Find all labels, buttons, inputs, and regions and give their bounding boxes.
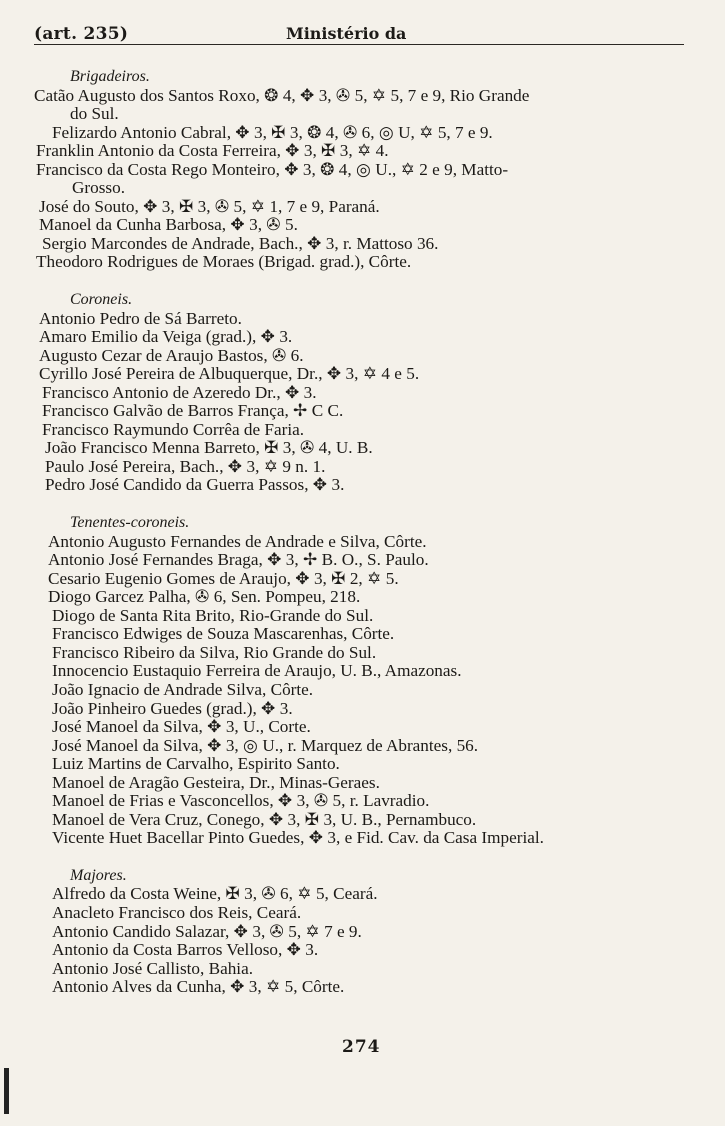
- entry-text: Antonio Alves da Cunha, ✥ 3, ✡ 5, Côrte.: [52, 977, 345, 997]
- entry-text: Francisco Raymundo Corrêa de Faria.: [42, 419, 305, 439]
- officer-entry: [32, 124, 692, 143]
- entry-text: Cyrillo José Pereira de Albuquerque, Dr., ✥ 3, ✡ 4 e 5.: [39, 364, 420, 384]
- entry-text: Diogo de Santa Rita Brito, Rio-Grande do Sul.: [52, 605, 374, 625]
- entry-text: Theodoro Rodrigues de Moraes (Brigad. grad.), Côrte.: [36, 252, 412, 272]
- officer-entry: [32, 328, 692, 347]
- officer-entry: [32, 570, 692, 589]
- officer-entry: [32, 458, 692, 477]
- entry-text: Pedro José Candido da Guerra Passos, ✥ 3.: [45, 475, 345, 495]
- officer-entry: [32, 625, 692, 644]
- entry-text: Antonio José Callisto, Bahia.: [52, 958, 253, 978]
- entry-text: João Pinheiro Guedes (grad.), ✥ 3.: [52, 698, 293, 718]
- entry-text: Francisco Galvão de Barros França, ✢ C C.: [42, 401, 344, 421]
- article-reference: (art. 235): [34, 24, 129, 44]
- officer-entry: [32, 978, 692, 997]
- entry-text: Vicente Huet Bacellar Pinto Guedes, ✥ 3, e Fid. Cav. da Casa Imperial.: [52, 828, 544, 848]
- officer-entry: [32, 904, 692, 923]
- section-spacer: [32, 495, 692, 514]
- officer-entry: [32, 792, 692, 811]
- entry-text: Antonio Augusto Fernandes de Andrade e Silva, Côrte.: [48, 531, 427, 551]
- entry-text: Catão Augusto dos Santos Roxo, ❂ 4, ✥ 3, ✇ 5, ✡ 5, 7 e 9, Rio Grande: [34, 85, 530, 105]
- entry-text: Felizardo Antonio Cabral, ✥ 3, ✠ 3, ❂ 4, ✇ 6, ◎ U, ✡ 5, 7 e 9.: [52, 122, 493, 142]
- entry-text: Antonio da Costa Barros Velloso, ✥ 3.: [52, 940, 319, 960]
- officer-entry: [32, 439, 692, 458]
- officer-entry: [32, 253, 692, 272]
- entry-text: Innocencio Eustaquio Ferreira de Araujo, U. B., Amazonas.: [52, 661, 462, 681]
- officer-entry: [32, 588, 692, 607]
- rank-title: Majores.: [70, 866, 127, 884]
- officer-entry: [32, 365, 692, 384]
- officer-entry: [32, 700, 692, 719]
- officer-entry: [32, 142, 692, 161]
- officer-entry: [32, 198, 692, 217]
- officer-entry: [32, 384, 692, 403]
- entry-text: José do Souto, ✥ 3, ✠ 3, ✇ 5, ✡ 1, 7 e 9, Paraná.: [39, 196, 380, 216]
- officer-entry: [32, 662, 692, 681]
- officer-entry: [32, 216, 692, 235]
- entry-text: Diogo Garcez Palha, ✇ 6, Sen. Pompeu, 218.: [48, 587, 361, 607]
- officer-entry: [32, 402, 692, 421]
- entry-text: Anacleto Francisco dos Reis, Ceará.: [52, 902, 302, 922]
- officer-entry: [32, 551, 692, 570]
- roster-body: [32, 68, 692, 997]
- page-edge-mark: [4, 1068, 9, 1114]
- entry-text: Paulo José Pereira, Bach., ✥ 3, ✡ 9 n. 1.: [45, 456, 326, 476]
- entry-text: Antonio Pedro de Sá Barreto.: [39, 308, 242, 328]
- ministry-heading: Ministério da: [286, 24, 407, 43]
- entry-text: Manoel de Aragão Gesteira, Dr., Minas-Geraes.: [52, 772, 380, 792]
- officer-entry: [32, 718, 692, 737]
- officer-entry: [32, 161, 692, 198]
- rank-section: [32, 867, 692, 997]
- entry-text: João Francisco Menna Barreto, ✠ 3, ✇ 4, U. B.: [45, 438, 373, 458]
- page-number: 274: [342, 1037, 381, 1057]
- entry-text: Francisco Ribeiro da Silva, Rio Grande do Sul.: [52, 642, 377, 662]
- officer-entry: [32, 960, 692, 979]
- entry-text: Manoel de Vera Cruz, Conego, ✥ 3, ✠ 3, U. B., Pernambuco.: [52, 809, 477, 829]
- officer-entry: [32, 607, 692, 626]
- entry-text: Franklin Antonio da Costa Ferreira, ✥ 3, ✠ 3, ✡ 4.: [36, 141, 389, 161]
- officer-entry: [32, 235, 692, 254]
- entry-text: Cesario Eugenio Gomes de Araujo, ✥ 3, ✠ 2, ✡ 5.: [48, 568, 399, 588]
- entry-text: Sergio Marcondes de Andrade, Bach., ✥ 3, r. Mattoso 36.: [42, 233, 439, 253]
- officer-entry: [32, 421, 692, 440]
- entry-text: Francisco Antonio de Azeredo Dr., ✥ 3.: [42, 382, 317, 402]
- entry-continuation: do Sul.: [70, 104, 119, 124]
- section-spacer: [32, 848, 692, 867]
- entry-text: Francisco Edwiges de Souza Mascarenhas, Côrte.: [52, 624, 395, 644]
- officer-entry: [32, 87, 692, 124]
- entry-text: Alfredo da Costa Weine, ✠ 3, ✇ 6, ✡ 5, Ceará.: [52, 884, 378, 904]
- officer-entry: [32, 941, 692, 960]
- entry-text: Antonio José Fernandes Braga, ✥ 3, ✢ B. O., S. Paulo.: [48, 550, 429, 570]
- entry-text: Augusto Cezar de Araujo Bastos, ✇ 6.: [39, 345, 304, 365]
- officer-entry: [32, 829, 692, 848]
- entry-text: Manoel da Cunha Barbosa, ✥ 3, ✇ 5.: [39, 215, 298, 235]
- officer-entry: [32, 923, 692, 942]
- entry-continuation: Grosso.: [72, 178, 125, 198]
- entry-text: Antonio Candido Salazar, ✥ 3, ✇ 5, ✡ 7 e 9.: [52, 921, 362, 941]
- entry-text: João Ignacio de Andrade Silva, Côrte.: [52, 679, 314, 699]
- officer-entry: [32, 774, 692, 793]
- rank-title: Coroneis.: [70, 291, 133, 309]
- officer-entry: [32, 681, 692, 700]
- officer-entry: [32, 644, 692, 663]
- entry-text: Francisco da Costa Rego Monteiro, ✥ 3, ❂ 4, ◎ U., ✡ 2 e 9, Matto-: [36, 159, 509, 179]
- rank-title: Brigadeiros.: [70, 68, 150, 85]
- entry-text: Amaro Emilio da Veiga (grad.), ✥ 3.: [39, 327, 293, 347]
- entry-text: José Manoel da Silva, ✥ 3, U., Corte.: [52, 717, 311, 737]
- section-spacer: [32, 272, 692, 291]
- rank-section: [32, 68, 692, 272]
- officer-entry: [32, 533, 692, 552]
- entry-text: Manoel de Frias e Vasconcellos, ✥ 3, ✇ 5, r. Lavradio.: [52, 791, 430, 811]
- officer-entry: [32, 476, 692, 495]
- entry-text: José Manoel da Silva, ✥ 3, ◎ U., r. Marquez de Abrantes, 56.: [52, 735, 479, 755]
- rank-title: Tenentes-coroneis.: [70, 514, 190, 532]
- officer-entry: [32, 755, 692, 774]
- rank-section: [32, 514, 692, 848]
- officer-entry: [32, 811, 692, 830]
- entry-text: Luiz Martins de Carvalho, Espirito Santo.: [52, 754, 340, 774]
- officer-entry: [32, 737, 692, 756]
- officer-entry: [32, 310, 692, 329]
- officer-entry: [32, 347, 692, 366]
- rank-section: [32, 291, 692, 495]
- running-head: [34, 24, 684, 45]
- officer-entry: [32, 885, 692, 904]
